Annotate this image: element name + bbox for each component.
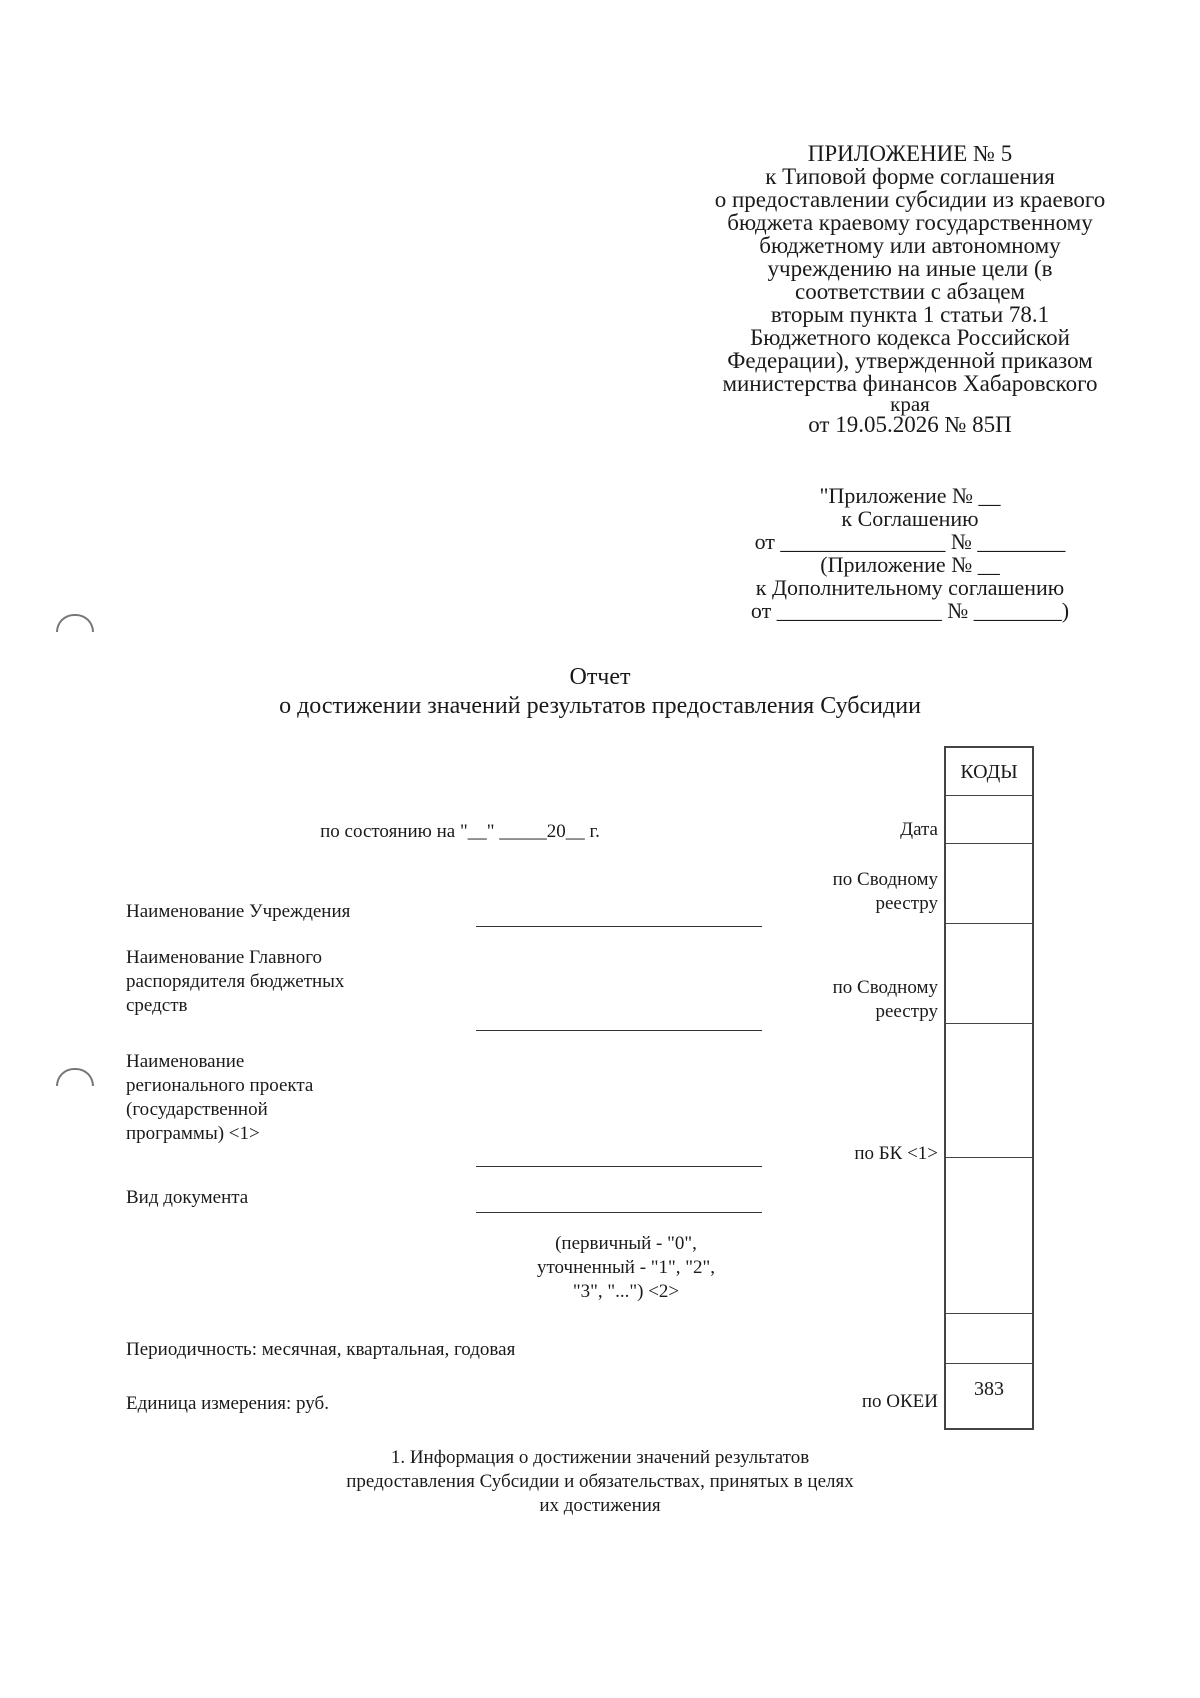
- project-label-line: Наименование: [126, 1051, 245, 1072]
- report-title: Отчет: [569, 664, 631, 690]
- header-line: Бюджетного кодекса Российской: [750, 325, 1070, 350]
- okei-label: по ОКЕИ: [861, 1391, 938, 1412]
- doc-type-note-line: "3", "...") <2>: [572, 1281, 680, 1302]
- code-cell-bk-2: [946, 1158, 1032, 1314]
- annex-line: к Дополнительному соглашению: [755, 575, 1065, 600]
- registry-label-line: по Сводному: [832, 977, 938, 998]
- doc-type-note-line: (первичный - "0",: [555, 1233, 697, 1254]
- section-1-heading: [0, 1446, 1200, 1518]
- grbs-label: [126, 946, 344, 1018]
- header-line: Федерации), утвержденной приказом: [727, 348, 1093, 373]
- agreement-annex-block: [690, 484, 1130, 622]
- header-line: соответствии с абзацем: [795, 279, 1025, 304]
- header-line: о предоставлении субсидии из краевого: [714, 187, 1106, 212]
- header-line: ПРИЛОЖЕНИЕ № 5: [807, 141, 1013, 166]
- header-line: от 19.05.2026 № 85П: [808, 412, 1012, 437]
- codes-table: [944, 746, 1034, 1430]
- codes-header-cell: [946, 748, 1032, 796]
- appendix-header: [640, 142, 1180, 436]
- registry-label-line: реестру: [875, 893, 938, 914]
- project-label-line: программы) <1>: [126, 1123, 260, 1144]
- header-line: бюджетному или автономному: [759, 233, 1061, 258]
- project-label: [126, 1050, 313, 1146]
- punch-hole-mark: [56, 1068, 94, 1086]
- code-cell-registry-1: [946, 844, 1032, 924]
- project-label-line: (государственной: [126, 1099, 268, 1120]
- institution-field-line: [476, 926, 762, 927]
- section-heading-line: предоставления Субсидии и обязательствах, принятых в целях: [346, 1471, 854, 1492]
- doc-type-note-line: уточненный - "1", "2",: [536, 1257, 716, 1278]
- bk-label: по БК <1>: [854, 1143, 938, 1164]
- header-line: вторым пункта 1 статьи 78.1: [770, 302, 1050, 327]
- code-cell-okei: [946, 1364, 1032, 1428]
- header-line: министерства финансов Хабаровского: [722, 371, 1098, 396]
- annex-line: от _______________ № ________: [754, 529, 1066, 554]
- project-field-line: [476, 1166, 762, 1167]
- unit-of-measure: Единица измерения: руб.: [126, 1393, 329, 1414]
- grbs-label-line: Наименование Главного: [126, 947, 323, 968]
- registry-label-2: [833, 976, 938, 1024]
- doc-type-label: Вид документа: [126, 1187, 249, 1208]
- okei-code-value: 383: [974, 1378, 1004, 1400]
- header-line: бюджета краевому государственному: [727, 210, 1093, 235]
- header-line: края: [890, 392, 930, 416]
- project-label-line: регионального проекта: [126, 1075, 314, 1096]
- code-cell-periodicity: [946, 1314, 1032, 1364]
- as-of-date: по состоянию на "__" _____20__ г.: [320, 821, 600, 842]
- institution-label: Наименование Учреждения: [126, 901, 351, 922]
- section-heading-line: 1. Информация о достижении значений результатов: [390, 1447, 810, 1468]
- date-label: Дата: [900, 819, 938, 840]
- registry-label-line: по Сводному: [832, 869, 938, 890]
- doc-type-note: [476, 1232, 776, 1304]
- code-cell-bk-1: [946, 1024, 1032, 1158]
- doc-type-field-line: [476, 1212, 762, 1213]
- annex-line: от _______________ № ________): [750, 598, 1070, 623]
- code-cell-date: [946, 796, 1032, 844]
- annex-line: "Приложение № __: [819, 483, 1001, 508]
- grbs-field-line: [476, 1030, 762, 1031]
- report-subtitle: о достижении значений результатов предоставления Субсидии: [279, 693, 921, 719]
- code-cell-registry-2: [946, 924, 1032, 1024]
- periodicity: Периодичность: месячная, квартальная, годовая: [126, 1339, 516, 1360]
- annex-line: (Приложение № __: [820, 552, 1000, 577]
- grbs-label-line: средств: [126, 995, 188, 1016]
- header-line: учреждению на иные цели (в: [767, 256, 1053, 281]
- codes-header: КОДЫ: [960, 761, 1018, 783]
- annex-line: к Соглашению: [841, 506, 979, 531]
- registry-label-line: реестру: [875, 1001, 938, 1022]
- section-heading-line: их достижения: [539, 1495, 661, 1516]
- punch-hole-mark: [56, 614, 94, 632]
- grbs-label-line: распорядителя бюджетных: [126, 971, 345, 992]
- registry-label-1: [833, 868, 938, 916]
- header-line: к Типовой форме соглашения: [765, 164, 1055, 189]
